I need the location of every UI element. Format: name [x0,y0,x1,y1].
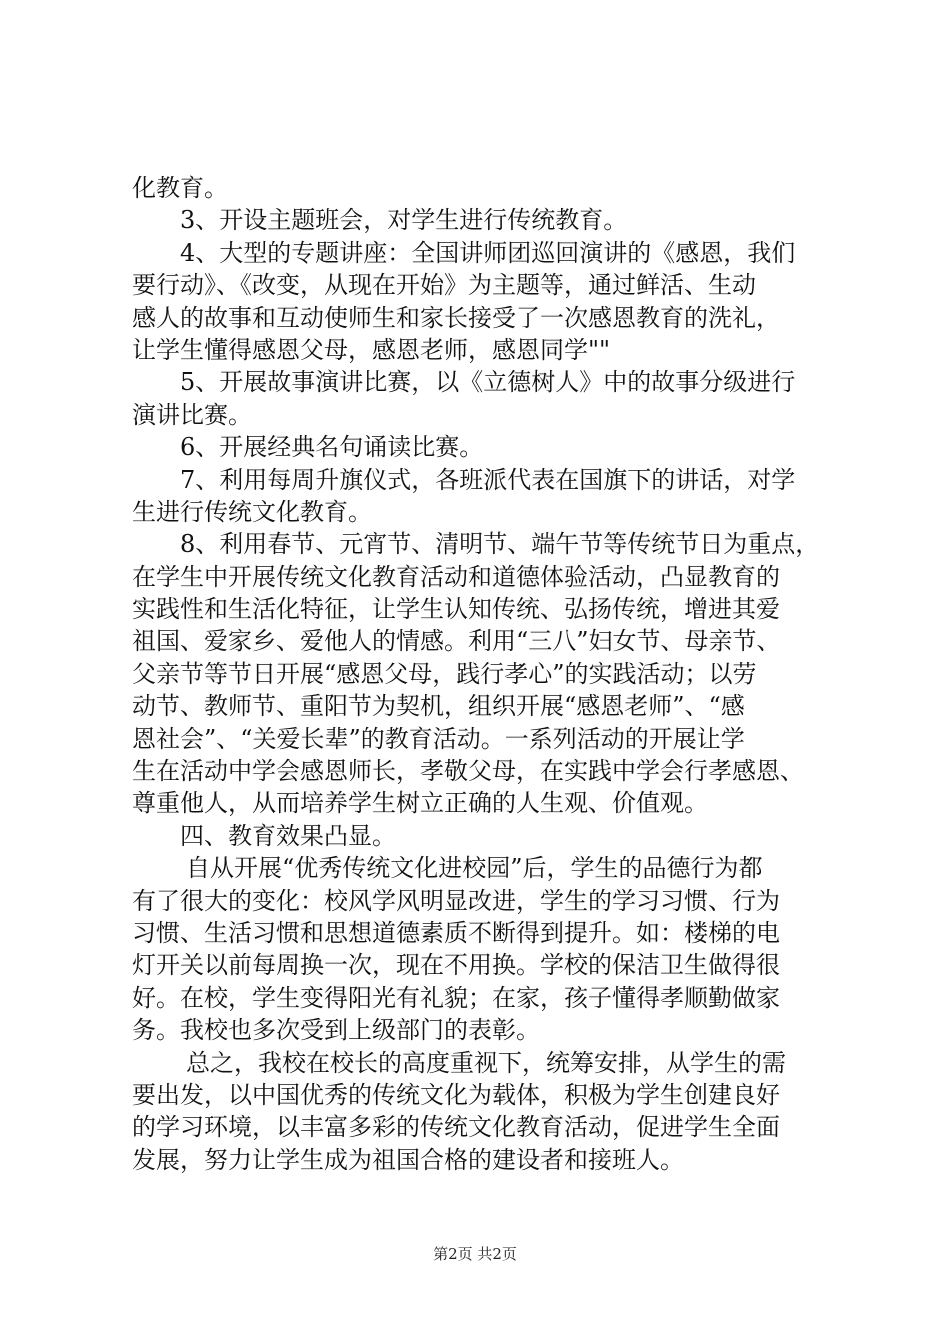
paragraph-item-4: 4、大型的专题讲座：全国讲师团巡回演讲的《感恩，我们 [180,238,796,267]
paragraph-item-6: 6、开展经典名句诵读比赛。 [180,433,484,462]
paragraph-start: 总之，我校在校长的高度重视下，统筹安排，从学生的需 [186,1048,786,1077]
text-line: 化教育。 [132,174,228,202]
text-line: 有了很大的变化：校风学风明显改进，学生的学习习惯、行为 [132,886,780,915]
text-line: 发展，努力让学生成为祖国合格的建设者和接班人。 [132,1145,684,1174]
text-line: 灯开关以前每周换一次，现在不用换。学校的保洁卫生做得很 [132,951,780,980]
text-line: 生在活动中学会感恩师长，孝敬父母，在实践中学会行孝感恩、 [132,757,804,786]
text-line: 的学习环境，以丰富多彩的传统文化教育活动，促进学生全面 [132,1113,780,1142]
text-line: 务。我校也多次受到上级部门的表彰。 [132,1016,540,1045]
text-line: 要出发，以中国优秀的传统文化为载体，积极为学生创建良好 [132,1080,780,1109]
paragraph-item-5: 5、开展故事演讲比赛，以《立德树人》中的故事分级进行 [180,368,796,397]
paragraph-item-3: 3、开设主题班会，对学生进行传统教育。 [180,206,628,235]
document-body [132,172,832,1176]
text-line: 恩社会”、“关爱长辈”的教育活动。一系列活动的开展让学 [132,724,745,753]
text-line: 父亲节等节日开展“感恩父母，践行孝心”的实践活动；以劳 [132,659,757,688]
page-footer [0,1243,950,1264]
text-line: 在学生中开展传统文化教育活动和道德体验活动，凸显教育的 [132,562,780,591]
text-line: 生进行传统文化教育。 [132,497,372,526]
text-line: 要行动》、《改变，从现在开始》为主题等，通过鲜活、生动 [132,271,756,300]
text-line: 习惯、生活习惯和思想道德素质不断得到提升。如：楼梯的电 [132,918,780,947]
paragraph-item-8: 8、利用春节、元宵节、清明节、端午节等传统节日为重点， [180,530,820,559]
section-heading: 四、教育效果凸显。 [180,821,396,850]
text-line: 好。在校，学生变得阳光有礼貌；在家，孩子懂得孝顺勤做家 [132,983,780,1012]
text-line: 尊重他人，从而培养学生树立正确的人生观、价值观。 [132,789,708,818]
text-line: 动节、教师节、重阳节为契机，组织开展“感恩老师”、“感 [132,692,745,721]
text-line: 实践性和生活化特征，让学生认知传统、弘扬传统，增进其爱 [132,595,780,624]
text-line: 感人的故事和互动使师生和家长接受了一次感恩教育的洗礼， [132,303,780,332]
text-line: 演讲比赛。 [132,400,252,429]
text-line: 祖国、爱家乡、爱他人的情感。利用“三八”妇女节、母亲节、 [132,627,781,656]
text-line: 让学生懂得感恩父母，感恩老师，感恩同学"" [132,335,611,364]
paragraph-item-7: 7、利用每周升旗仪式，各班派代表在国旗下的讲话，对学 [180,465,796,494]
page-number-label: 第2页 共2页 [433,1245,517,1263]
paragraph-start: 自从开展“优秀传统文化进校园”后，学生的品德行为都 [186,854,763,883]
